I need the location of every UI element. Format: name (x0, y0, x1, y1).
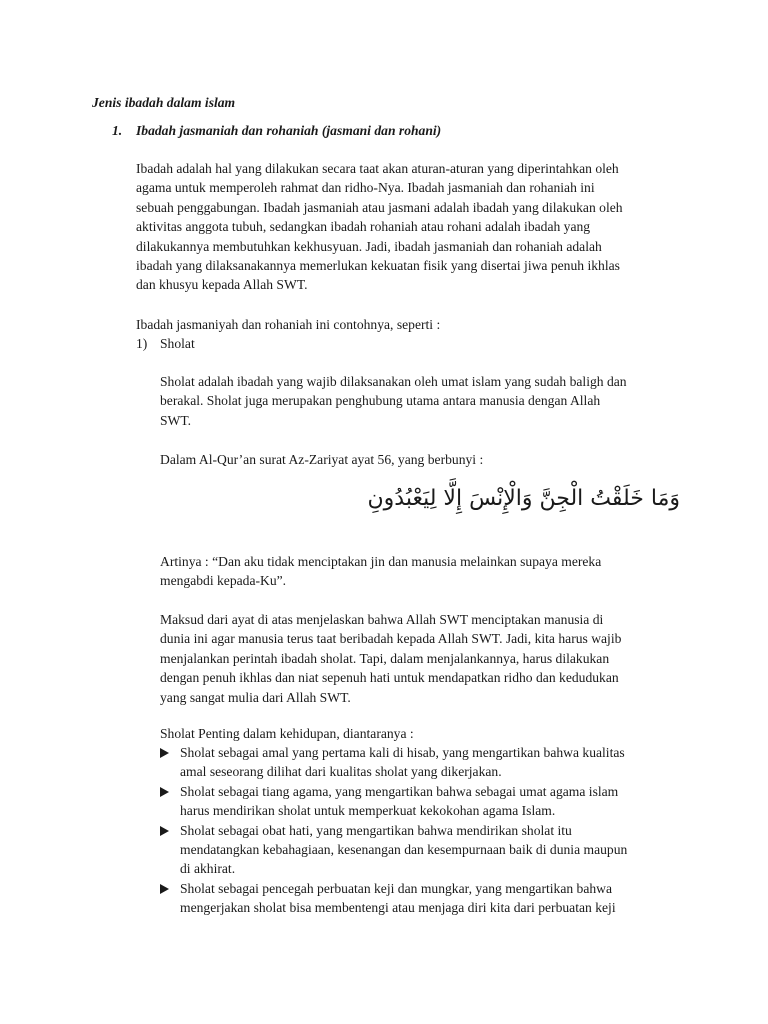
intro-paragraph (136, 159, 688, 295)
list-item-line: Sholat sebagai obat hati, yang mengartikan bahwa mendirikan sholat itu (180, 822, 572, 838)
arabic-verse: وَمَا خَلَقْتُ الْجِنَّ وَالْإِنْسَ إِلَّا لِيَعْبُدُونِ (367, 486, 680, 511)
paragraph-line: Maksud dari ayat di atas menjelaskan bahwa Allah SWT menciptakan manusia di (160, 612, 604, 627)
arrow-bullet-icon (160, 826, 169, 836)
section-number: 1. (112, 123, 123, 138)
list-item-line: Sholat sebagai amal yang pertama kali di hisab, yang mengartikan bahwa kualitas (180, 745, 625, 760)
list-item (160, 879, 690, 918)
importance-list (160, 743, 690, 918)
list-item-line: harus mendirikan sholat untuk memperkuat kekokohan agama Islam. (180, 803, 556, 819)
paragraph-line: berakal. Sholat juga merupakan penghubung utama antara manusia dengan Allah (160, 393, 601, 409)
paragraph-line: Sholat adalah ibadah yang wajib dilaksanakan oleh umat islam yang sudah baligh dan (160, 374, 627, 389)
paragraph-line: sebuah penggabungan. Ibadah jasmaniah atau jasmani adalah ibadah yang dilakukan oleh (136, 199, 623, 215)
sub-item-sholat (136, 334, 195, 353)
paragraph-line: ibadah yang dilaksanakannya memerlukan kekuatan fisik yang disertai jiwa penuh ikhlas (136, 258, 620, 274)
list-item (160, 782, 690, 821)
examples-lead: Ibadah jasmaniyah dan rohaniah ini contohnya, seperti : (136, 317, 441, 332)
list-item-line: amal seseorang dilihat dari kualitas sholat yang dikerjakan. (180, 764, 502, 780)
paragraph-line: menjalankan perintah ibadah sholat. Tapi, dalam menjalankannya, harus dilakukan (160, 650, 610, 666)
sub-item-label: Sholat (160, 336, 195, 351)
paragraph-line: dengan penuh ikhlas dan niat sepenuh hati untuk mendapatkan ridho dan kedudukan (160, 670, 619, 686)
paragraph-line: agama untuk memperoleh rahmat dan ridho-Nya. Ibadah jasmaniah dan rohaniah ini (136, 180, 595, 196)
paragraph-line: mengabdi kepada-Ku”. (160, 573, 287, 589)
paragraph-line: aktivitas anggota tubuh, sedangkan ibadah rohaniah atau rohani adalah ibadah yang (136, 219, 591, 235)
section-heading (112, 121, 441, 140)
list-item-line: Sholat sebagai pencegah perbuatan keji dan mungkar, yang mengartikan bahwa (180, 880, 613, 896)
list-item (160, 821, 690, 879)
arrow-bullet-icon (160, 787, 169, 797)
paragraph-line: SWT. (160, 412, 192, 428)
sub-item-number: 1) (136, 336, 148, 351)
list-item (160, 743, 690, 782)
translation-paragraph (160, 552, 688, 591)
arrow-bullet-icon (160, 884, 169, 894)
paragraph-line: dan khusyu kepada Allah SWT. (136, 277, 308, 293)
list-item-line: mendatangkan kebahagiaan, kesenangan dan kesempurnaan baik di dunia maupun (180, 842, 628, 858)
paragraph-line: Artinya : “Dan aku tidak menciptakan jin dan manusia melainkan supaya mereka (160, 554, 602, 569)
importance-lead: Sholat Penting dalam kehidupan, diantaranya : (160, 726, 414, 741)
list-item-line: Sholat sebagai tiang agama, yang mengartikan bahwa sebagai umat agama islam (180, 783, 619, 799)
section-heading-text: Ibadah jasmaniah dan rohaniah (jasmani dan rohani) (136, 123, 442, 138)
quran-lead: Dalam Al-Qur’an surat Az-Zariyat ayat 56, yang berbunyi : (160, 452, 484, 467)
document-title: Jenis ibadah dalam islam (92, 95, 236, 110)
paragraph-line: dunia ini agar manusia terus taat beribadah kepada Allah SWT. Jadi, kita harus wajib (160, 631, 622, 647)
explanation-paragraph (160, 610, 688, 707)
list-item-line: di akhirat. (180, 861, 236, 877)
sholat-definition (160, 372, 688, 430)
paragraph-line: Ibadah adalah hal yang dilakukan secara taat akan aturan-aturan yang diperintahkan oleh (136, 161, 619, 176)
list-item-line: mengerjakan sholat bisa membentengi atau menjaga diri kita dari perbuatan keji (180, 900, 616, 916)
arrow-bullet-icon (160, 748, 169, 758)
paragraph-line: yang sangat mulia dari Allah SWT. (160, 689, 351, 705)
paragraph-line: dilakukannya membutuhkan kekhusyuan. Jadi, ibadah jasmaniah dan rohaniah adalah (136, 238, 602, 254)
